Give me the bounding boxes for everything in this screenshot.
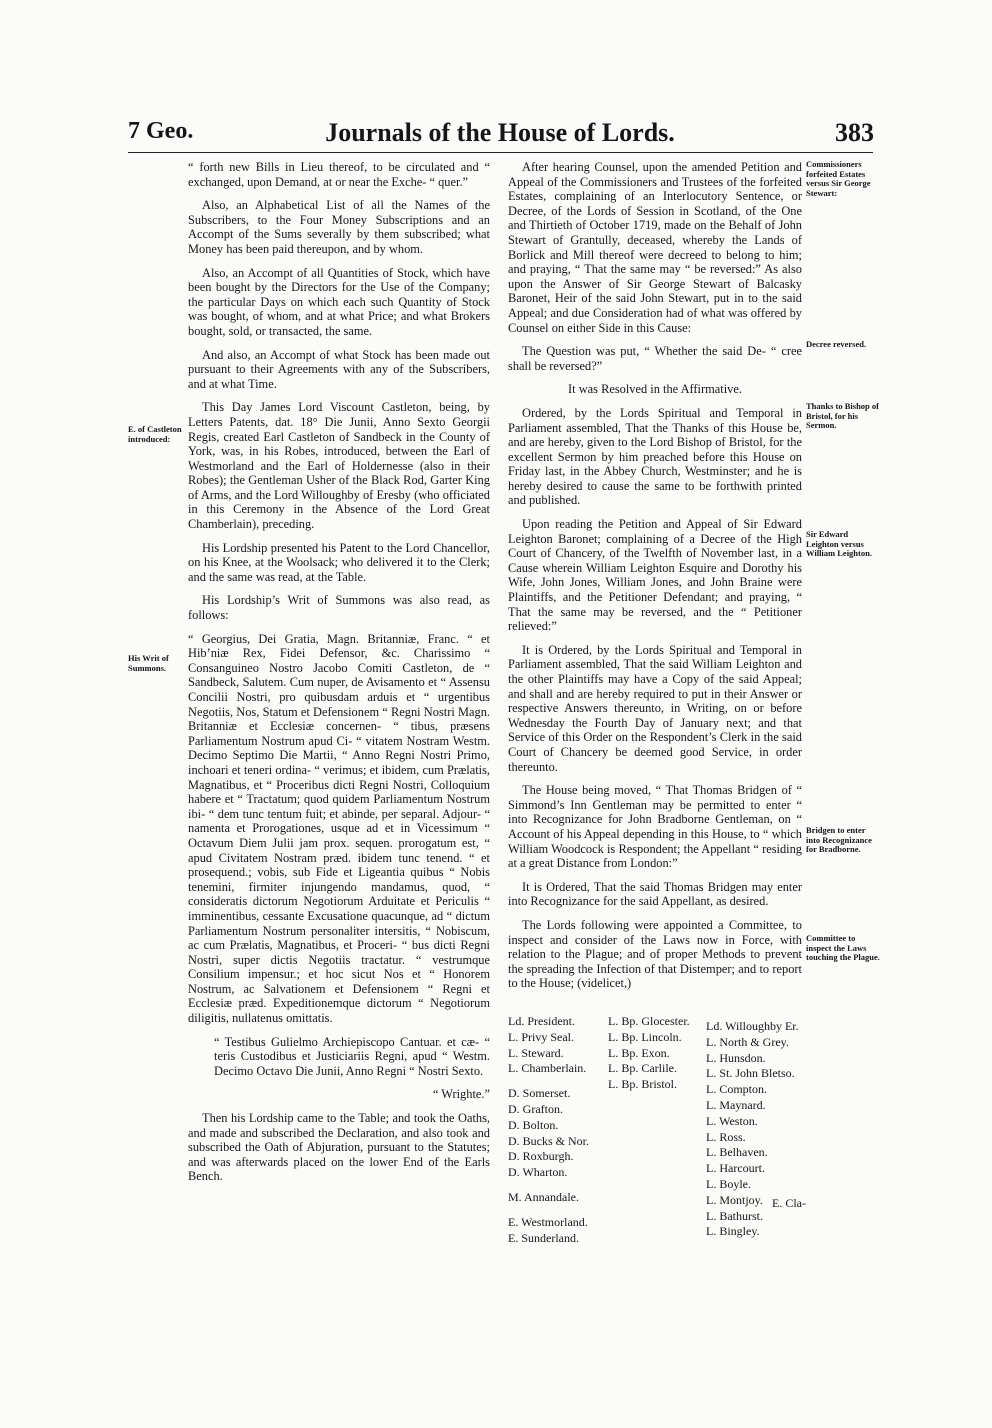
committee-member: L. Boyle.	[706, 1176, 751, 1191]
writ-signature: “ Wrighte.”	[432, 1087, 490, 1102]
paragraph: This Day James Lord Viscount Castleton, being, by Letters Patents, dat. 18° Die Junii, Anno Sexto Georgii Regis, created Earl Castleton of Sandbeck in the County of York, was, in his Robes, introduced, between the Earl of Westmorland and the Earl of Holdernesse (also in their Robes); the Gentleman Usher of the Black Rod, Garter King of Arms, and the Lord Willoughby of Eresby (who officiated in this Ceremony in the Absence of the Lord Great Chamberlain), preceding.	[188, 400, 490, 532]
margin-note-writ: His Writ of Summons.	[128, 653, 169, 673]
margin-note-leighton: Sir Edward Leighton versus William Leighton.	[806, 529, 872, 558]
committee-member: L. Bp. Bristol.	[608, 1077, 678, 1092]
paragraph: The Question was put, “ Whether the said De- “ cree shall be reversed?”	[508, 344, 802, 373]
committee-member: L. Maynard.	[706, 1097, 766, 1112]
committee-member: D. Wharton.	[508, 1165, 568, 1180]
committee-member: L. Bp. Exon.	[608, 1045, 670, 1060]
committee-member: D. Somerset.	[508, 1086, 571, 1101]
paragraph: His Lordship presented his Patent to the Lord Chancellor, on his Knee, at the Woolsack; who delivered it to the Clerk; and the same was read, at the Table.	[188, 540, 490, 584]
paragraph: Ordered, by the Lords Spiritual and Temporal in Parliament assembled, That the Thanks of this House be, and are hereby, given to the Lord Bishop of Bristol, for the excellent Sermon by him preached before this House on Friday last, in the Abbey Church, Westminster; and he is hereby desired to cause the same to be forthwith printed and published.	[508, 405, 802, 508]
committee-member: D. Roxburgh.	[508, 1149, 574, 1164]
committee-member: L. Bp. Carlile.	[608, 1061, 677, 1076]
running-head-regnal-year: 7 Geo.	[128, 118, 194, 144]
paragraph: It was Resolved in the Affirmative.	[568, 382, 742, 397]
paragraph: Upon reading the Petition and Appeal of Sir Edward Leighton Baronet; complaining of a Decree of the High Court of Chancery, of the Twelfth of November last, in a Cause wherein William Leighton Esquire and Dorothy his Wife, John Jones, William Jones, and John Braine were Plaintiffs, and the Petitioner Defendant; and praying, “ That the same may be reversed, and the “ Petitioner relieved:”	[508, 517, 802, 634]
paragraph: And also, an Accompt of what Stock has been made out pursuant to their Agreements with any of the Subscribers, and at what Time.	[188, 347, 490, 391]
paragraph: The Lords following were appointed a Committee, to inspect and consider of the Laws now in Force, with relation to the Plague; and of proper Methods to prevent the spreading the Infection of that Distemper; and to report to the House; (videlicet,)	[508, 917, 802, 991]
committee-member: L. Compton.	[706, 1082, 768, 1097]
paragraph: Also, an Accompt of all Quantities of Stock, which have been bought by the Directors for the Use of the Company; the particular Days on which each such Quantity of Stock was bought, of whom, and at what Price; and what Brokers bought, sold, or transacted, the same.	[188, 265, 490, 338]
running-head-title: Journals of the House of Lords.	[325, 118, 675, 147]
paragraph: Then his Lordship came to the Table; and took the Oaths, and made and subscribed the Declaration, and also took and subscribed the Oath of Abjuration, pursuant to the Statutes; and was afterwards placed on the lower End of the Earls Bench.	[188, 1111, 490, 1184]
writ-text: “ Georgius, Dei Gratia, Magn. Britanniæ, Franc. “ et Hib’niæ Rex, Fidei Defensor, &c. Charissimo “ Consanguineo Nostro Jacobo Comiti Castleton, de “ Sandbeck, Salutem. Cum nuper, de Avisamento et “ Assensu Concilii Nostri, pro quibusdam arduis et “ urgentibus Negotiis, Nos, Statum et Defensionem “ Regni Nostri Magn. Britanniæ et Ecclesiæ concernen- “ tibus, præsens Parliamentum Nostrum apud Ci- “ vitatem Nostram Westm. Decimo Septimo Die Martii, “ Anno Regni Nostri Primo, inchoari et teneri ordina- “ verimus; et ibidem, cum Prælatis, Magnatibus, et “ Proceribus dicti Regni Nostri, Colloquium habere et “ Tractatum; quod quidem Parliamentum Nostrum ibi- “ dem tunc tentum fuit; et abinde, per separal. Adjour- “ namenta et Prorogationes, usque ad et in Vicessimum “ Octavum Diem Julii jam prox. sequen. prorogatum est, “ apud Civitatem Nostram præd. ibidem tunc tenend. “ et prosequend.; vobis, sub Fide et Ligeantia quibus “ Nobis tenemini, firmiter injungendo mandamus, quod, “ consideratis dictorum Negotiorum Arduitate et Periculis “ imminentibus, cessante Excusatione quacunque, ad “ dictum Parliamentum Nostrum personaliter intersitis, “ Nobiscum, ac cum Prælatis, Magnatibus, et Proceri- “ bus dicti Regni Nostri, super dictis Negotiis tractatur. “ vestrumque Consilium impensur.; et hoc sicut Nos et “ Honorem Nostrum, ac Salvationem et Defensionem “ Regni et Ecclesiæ præd. Expeditionemque dictorum “ Negotiorum diligitis, nullatenus omittatis.	[188, 631, 490, 1026]
spacer	[508, 1206, 589, 1215]
catchword: E. Cla-	[772, 1196, 806, 1210]
committee-member: E. Sunderland.	[508, 1230, 579, 1245]
margin-note-thanks: Thanks to Bishop of Bristol, for his Sermon.	[806, 401, 879, 430]
margin-note-decree: Decree reversed.	[806, 339, 867, 349]
committee-member: L. Bp. Lincoln.	[608, 1029, 682, 1044]
paragraph: “ forth new Bills in Lieu thereof, to be circulated and “ exchanged, upon Demand, at or near the Exche- “ quer.”	[188, 160, 490, 189]
committee-column-2	[608, 1014, 690, 1093]
right-column	[508, 160, 802, 1000]
committee-member: D. Bolton.	[508, 1117, 559, 1132]
committee-member: M. Annandale.	[508, 1189, 579, 1204]
committee-member: L. Privy Seal.	[508, 1029, 574, 1044]
committee-member: L. St. John Bletso.	[706, 1066, 795, 1081]
committee-member: L. Hunsdon.	[706, 1050, 766, 1065]
writ-testimony: “ Testibus Gulielmo Archiepiscopo Cantuar. et cæ- “ teris Custodibus et Justiciariis Regni, apud “ Westm. Decimo Octavo Die Junii, Anno Regni “ Nostri Sexto.	[214, 1034, 490, 1078]
margin-note-committee: Committee to inspect the Laws touching the Plague.	[806, 933, 880, 962]
committee-member: L. Steward.	[508, 1045, 564, 1060]
paragraph: Also, an Alphabetical List of all the Names of the Subscribers, to the Four Money Subscriptions and an Accompt of the Sums severally by them subscribed; what Money has been paid thereupon, and by whom.	[188, 198, 490, 256]
committee-member: L. Harcourt.	[706, 1161, 765, 1176]
margin-note-bridgen: Bridgen to enter into Recognizance for Bradborne.	[806, 825, 872, 854]
paragraph: It is Ordered, by the Lords Spiritual and Temporal in Parliament assembled, That the said William Leighton and the other Plaintiffs may have a Copy of the said Appeal; and shall and are hereby required to put in their Answer or respective Answers thereunto, in Writing, on or before Wednesday the Fourth Day of January next; and that Service of this Order on the Respondent’s Clerk in the said Court of Chancery be deemed good Service, in order thereunto.	[508, 642, 802, 774]
page-number: 383	[835, 118, 874, 147]
header-rule	[128, 152, 873, 153]
committee-member: L. Bathurst.	[706, 1208, 763, 1223]
committee-member: L. North & Grey.	[706, 1034, 789, 1049]
committee-member: L. Ross.	[706, 1129, 746, 1144]
committee-member: L. Belhaven.	[706, 1145, 768, 1160]
committee-member: D. Grafton.	[508, 1101, 563, 1116]
left-column	[188, 160, 490, 1193]
committee-member: L. Bingley.	[706, 1224, 760, 1239]
paragraph: The House being moved, “ That Thomas Bridgen of “ Simmond’s Inn Gentleman may be permitted to enter “ into Recognizance for John Bradborne Gentleman, on “ Account of his Appeal depending in this House, to “ which William Woodcock is Respondent; the Appellant “ residing at a great Distance from London:”	[508, 783, 802, 871]
committee-member: L. Bp. Glocester.	[608, 1014, 690, 1028]
margin-note-castleton: E. of Castleton introduced:	[128, 424, 182, 444]
committee-member: L. Weston.	[706, 1113, 758, 1128]
committee-member: L. Montjoy.	[706, 1192, 763, 1207]
committee-member: E. Westmorland.	[508, 1214, 588, 1229]
committee-column-1	[508, 1014, 589, 1246]
paragraph: It is Ordered, That the said Thomas Bridgen may enter into Recognizance for the said Appellant, as desired.	[508, 879, 802, 909]
committee-member: D. Bucks & Nor.	[508, 1133, 589, 1148]
margin-note-commissioners: Commissioners forfeited Estates versus Sir George Stewart:	[806, 159, 871, 198]
spacer	[508, 1077, 589, 1086]
paragraph: After hearing Counsel, upon the amended Petition and Appeal of the Commissioners and Trustees of the forfeited Estates, complaining of an Interlocutory Sentence, or Decree, of the Lords of Session in Scotland, of the One and Thirtieth of October 1719, made on the Behalf of John Stewart of Grantully, deceased, whereby the Lands of Borlick and Mill thereof were decreed to belong to him; and praying, “ That the same may “ be reversed:” As also upon the Answer of Sir George Stewart of Balcasky Baronet, Heir of the said John Stewart, put in to the said Appeal; and due Consideration had of what was offered by Counsel on either Side in this Cause:	[508, 160, 802, 335]
committee-member: Ld. President.	[508, 1014, 575, 1028]
committee-member: Ld. Willoughby Er.	[706, 1019, 799, 1033]
spacer	[508, 1181, 589, 1190]
paragraph: His Lordship’s Writ of Summons was also read, as follows:	[188, 593, 490, 623]
committee-member: L. Chamberlain.	[508, 1061, 587, 1076]
